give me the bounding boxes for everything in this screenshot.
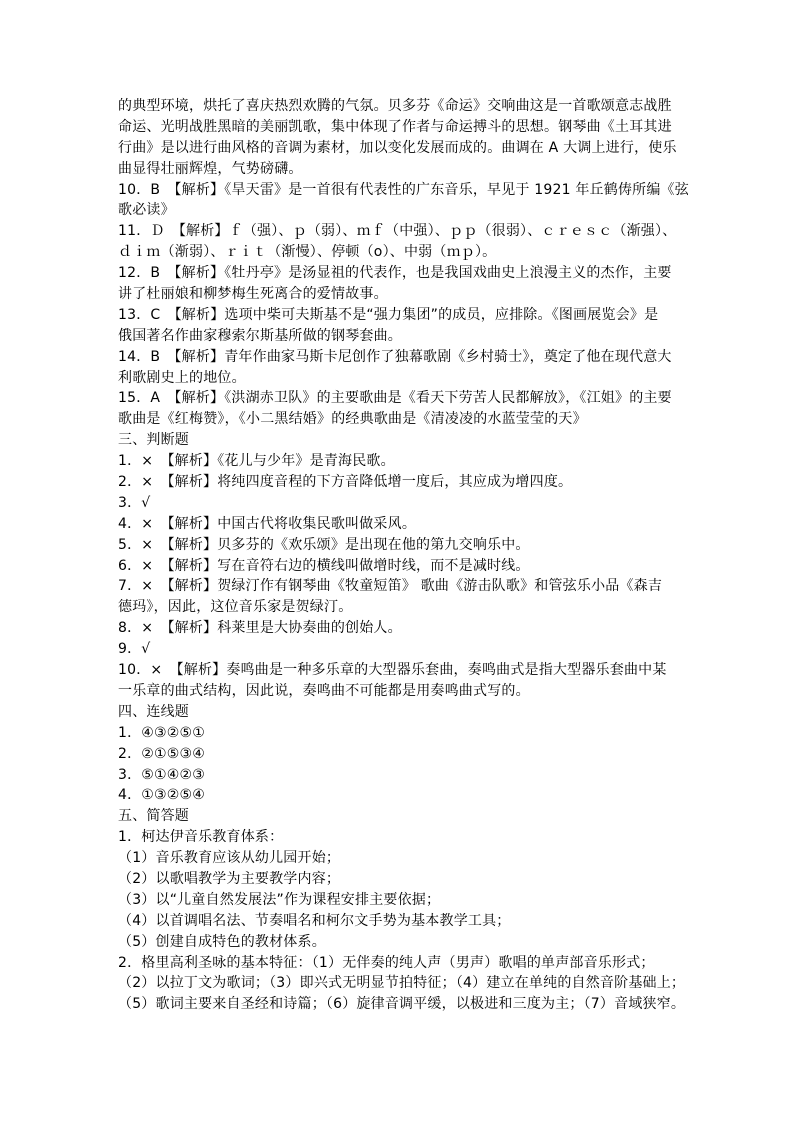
answer-item <box>118 493 698 514</box>
answer-item <box>118 451 698 472</box>
text-line: 2．× 【解析】将纯四度音程的下方音降低增一度后，其应成为增四度。 <box>118 474 573 491</box>
answer-item <box>118 869 698 890</box>
text-line: 3．√ <box>118 494 151 511</box>
document-page <box>118 96 698 1015</box>
text-line: 9．√ <box>118 641 151 658</box>
section-heading <box>118 430 698 451</box>
answer-item <box>118 535 698 556</box>
text-line: 德玛》，因此，这位音乐家是贺绿汀。 <box>118 599 353 616</box>
text-line: 歌曲是《红梅赞》，《小二黑结婚》的经典歌曲是《清凌凌的水蓝莹莹的天》 <box>118 411 587 428</box>
answer-item <box>118 576 698 618</box>
answer-item <box>118 388 698 430</box>
text-line: 12．B 【解析】《牡丹亭》是汤显祖的代表作，也是我国戏曲史上浪漫主义的杰作，主要 <box>118 265 672 282</box>
text-line: 一乐章的曲式结构，因此说，奏鸣曲不可能都是用奏鸣曲式写的。 <box>118 682 530 699</box>
text-line: 7．× 【解析】贺绿汀作有钢琴曲《牧童短笛》 歌曲《游击队歌》和管弦乐小品《森吉 <box>118 578 663 595</box>
text-line: 6．× 【解析】写在音符右边的横线叫做增时线，而不是减时线。 <box>118 557 530 574</box>
answer-item <box>118 785 698 806</box>
answer-item <box>118 723 698 744</box>
text-line: 2．格里高利圣咏的基本特征：（1）无伴奏的纯人声（男声）歌唱的单声部音乐形式； <box>118 954 655 971</box>
text-line: （3）以“儿童自然发展法”作为课程安排主要依据； <box>118 891 441 908</box>
text-line: 四、连线题 <box>118 703 189 720</box>
text-line: 10．B 【解析】《旱天雷》是一首很有代表性的广东音乐，早见于 1921 年丘鹤俦所编《弦 <box>118 181 689 198</box>
answer-item <box>118 618 698 639</box>
section-heading <box>118 806 698 827</box>
text-line: 13．C 【解析】选项中柴可夫斯基不是“强力集团”的成员，应排除。《图画展览会》是 <box>118 306 659 323</box>
answer-item <box>118 890 698 911</box>
text-line: （5）歌词主要来自圣经和诗篇；（6）旋律音调平缓，以极进和三度为主；（7）音域狭窄。 <box>118 996 686 1013</box>
text-line: 11．Ｄ 【解析】ｆ（强）、ｐ（弱）、ｍｆ（中强）、ｐｐ（很弱）、ｃｒｅｓｃ（渐强）、 <box>118 223 677 240</box>
text-line: 利歌剧史上的地位。 <box>118 369 246 386</box>
answer-item <box>118 765 698 786</box>
text-line: 的典型环境，烘托了喜庆热烈欢腾的气氛。贝多芬《命运》交响曲这是一首歌颂意志战胜 <box>118 98 672 114</box>
answer-item <box>118 953 698 1016</box>
text-line: （2）以歌唱教学为主要教学内容； <box>118 870 341 887</box>
answer-item <box>118 347 698 389</box>
text-line: 讲了杜丽娘和柳梦梅生死离合的爱情故事。 <box>118 286 388 303</box>
answer-item <box>118 263 698 305</box>
answer-item <box>118 514 698 535</box>
text-line: 三、判断题 <box>118 432 189 449</box>
answer-item <box>118 911 698 932</box>
text-line: 5．× 【解析】贝多芬的《欢乐颂》是出现在他的第九交响乐中。 <box>118 536 530 553</box>
answer-item <box>118 744 698 765</box>
text-line: 1．× 【解析】《花儿与少年》是青海民歌。 <box>118 453 395 470</box>
text-line: 4．× 【解析】中国古代将收集民歌叫做采风。 <box>118 515 417 532</box>
answer-item <box>118 848 698 869</box>
paragraph <box>118 96 698 180</box>
answer-item <box>118 305 698 347</box>
text-line: 3．⑤①④②③ <box>118 766 206 783</box>
text-line: 五、简答题 <box>118 808 189 825</box>
answer-item <box>118 180 698 222</box>
text-line: 歌必读》 <box>118 202 175 219</box>
answer-item <box>118 556 698 577</box>
text-line: 命运、光明战胜黑暗的美丽凯歌，集中体现了作者与命运搏斗的思想。钢琴曲《土耳其进 <box>118 118 672 135</box>
text-line: 10．× 【解析】奏鸣曲是一种多乐章的大型器乐套曲，奏鸣曲式是指大型器乐套曲中某 <box>118 662 667 679</box>
text-line: 俄国著名作曲家穆索尔斯基所做的钢琴套曲。 <box>118 327 402 344</box>
section-heading <box>118 702 698 723</box>
text-line: 1．④③②⑤① <box>118 724 206 741</box>
text-line: 曲显得壮丽辉煌，气势磅礴。 <box>118 160 303 177</box>
text-line: 8．× 【解析】科莱里是大协奏曲的创始人。 <box>118 620 402 637</box>
text-line: （5）创建自成特色的教材体系。 <box>118 933 326 950</box>
text-line: 4．①③②⑤④ <box>118 787 206 804</box>
text-line: （1）音乐教育应该从幼儿园开始； <box>118 850 341 867</box>
text-line: 行曲》是以进行曲风格的音调为素材，加以变化发展而成的。曲调在 A 大调上进行，使乐 <box>118 139 677 156</box>
answer-item <box>118 639 698 660</box>
text-line: ｄｉｍ（渐弱）、ｒｉｔ（渐慢）、停顿（o）、中弱（ｍｐ）。 <box>118 244 497 261</box>
text-line: （2）以拉丁文为歌词；（3）即兴式无明显节拍特征；（4）建立在单纯的自然音阶基础上； <box>118 975 686 992</box>
answer-item <box>118 827 698 848</box>
answer-item <box>118 660 698 702</box>
text-line: 14．B 【解析】青年作曲家马斯卡尼创作了独幕歌剧《乡村骑士》，奠定了他在现代意大 <box>118 348 672 365</box>
answer-item <box>118 221 698 263</box>
answer-item <box>118 472 698 493</box>
answer-item <box>118 932 698 953</box>
text-line: 15．A 【解析】《洪湖赤卫队》的主要歌曲是《看天下劳苦人民都解放》，《江姐》的主要 <box>118 390 672 407</box>
text-line: （4）以首调唱名法、节奏唱名和柯尔文手势为基本教学工具； <box>118 912 511 929</box>
text-line: 2．②①⑤③④ <box>118 745 206 762</box>
text-line: 1．柯达伊音乐教育体系： <box>118 829 284 846</box>
